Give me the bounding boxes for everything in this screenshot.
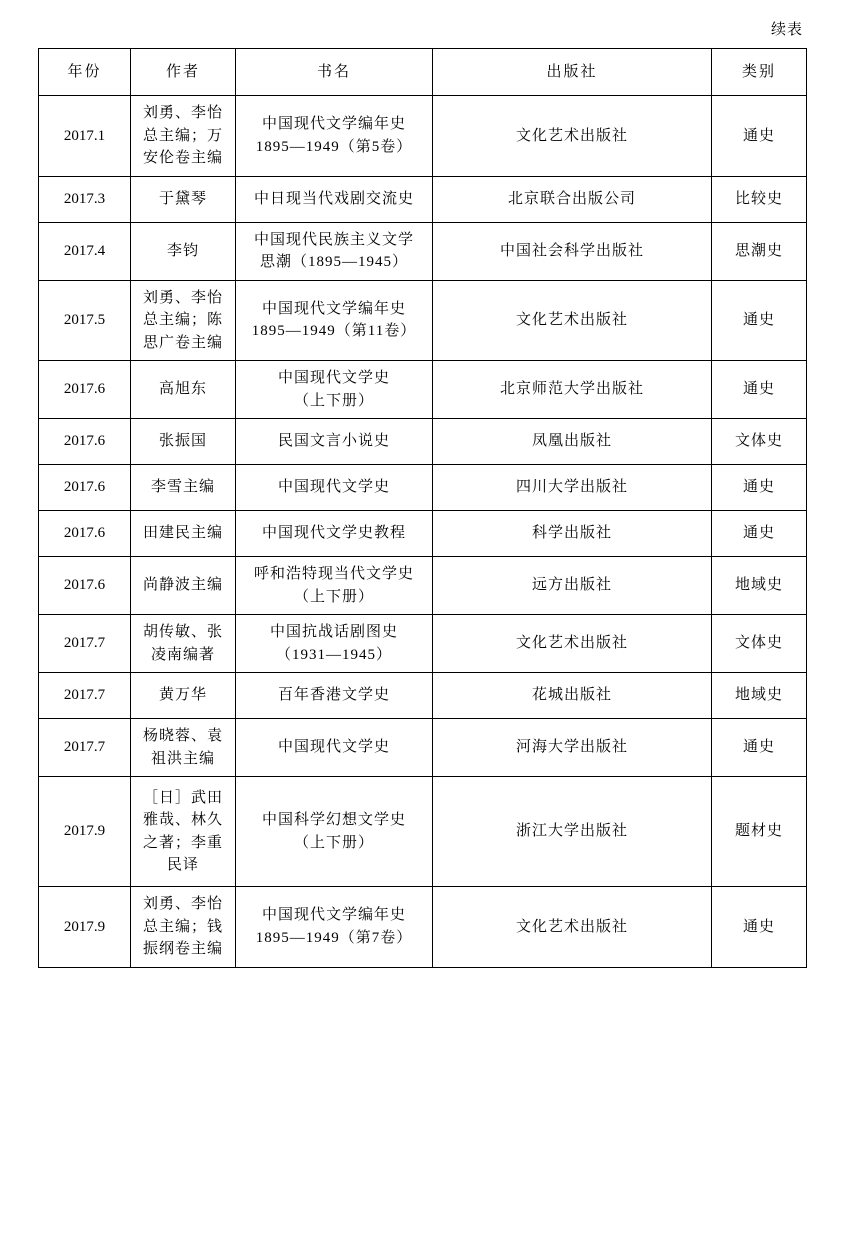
cell-press-line: 科学出版社 <box>531 525 612 542</box>
cell-title <box>236 280 433 361</box>
cell-author-line: 总主编；钱 <box>142 918 223 935</box>
cell-category: 通史 <box>712 887 807 968</box>
cell-title-line: 1895—1949（第11卷） <box>251 323 417 340</box>
cell-press-line: 中国社会科学出版社 <box>499 242 644 259</box>
table-row <box>39 222 807 280</box>
cell-title-line: 呼和浩特现当代文学史 <box>253 566 414 582</box>
cell-press <box>433 222 712 280</box>
table-row <box>39 615 807 673</box>
cell-title-line: 中国现代文学编年史 <box>261 300 406 317</box>
table-row <box>39 419 807 465</box>
cell-year: 2017.9 <box>39 887 131 968</box>
cell-author-line: 杨晓蓉、袁 <box>142 728 223 744</box>
cell-year: 2017.6 <box>39 511 131 557</box>
cell-title-line: 中国抗战话剧图史 <box>269 624 398 640</box>
table-row <box>39 719 807 777</box>
cell-year: 2017.7 <box>39 615 131 673</box>
cell-title-line: 中国现代民族主义文学 <box>253 231 414 248</box>
cell-category: 比较史 <box>712 176 807 222</box>
cell-author <box>131 280 236 361</box>
table-row <box>39 511 807 557</box>
cell-year: 2017.1 <box>39 96 131 177</box>
cell-author-line: 于黛琴 <box>158 190 207 207</box>
column-header-title: 书名 <box>236 49 433 96</box>
cell-title-line: 中国现代文学编年史 <box>261 116 406 133</box>
cell-title-line: 中国科学幻想文学史 <box>261 812 406 828</box>
table-header-row <box>39 49 807 96</box>
cell-title-line: 中国现代文学史 <box>277 370 390 386</box>
cell-press-line: 北京师范大学出版社 <box>499 381 644 398</box>
cell-author-line: 胡传敏、张 <box>142 624 223 640</box>
cell-author <box>131 419 236 465</box>
cell-title <box>236 511 433 557</box>
table-row <box>39 673 807 719</box>
cell-press <box>433 557 712 615</box>
cell-category: 思潮史 <box>712 222 807 280</box>
cell-press-line: 远方出版社 <box>531 577 612 594</box>
cell-year: 2017.9 <box>39 777 131 887</box>
cell-author-line: 民译 <box>166 857 199 873</box>
cell-title <box>236 222 433 280</box>
cell-year: 2017.7 <box>39 673 131 719</box>
cell-title-line: （1931—1945） <box>275 646 392 663</box>
cell-year: 2017.5 <box>39 280 131 361</box>
table-row <box>39 465 807 511</box>
table-row <box>39 887 807 968</box>
cell-author <box>131 673 236 719</box>
cell-author-line: 凌南编著 <box>150 646 215 663</box>
cell-title-line: （上下册） <box>293 392 374 409</box>
cell-year: 2017.6 <box>39 419 131 465</box>
cell-author <box>131 176 236 222</box>
cell-author <box>131 465 236 511</box>
cell-category: 地域史 <box>712 673 807 719</box>
cell-author <box>131 719 236 777</box>
cell-category: 通史 <box>712 719 807 777</box>
cell-press-line: 花城出版社 <box>531 687 612 704</box>
cell-title <box>236 673 433 719</box>
cell-press <box>433 615 712 673</box>
cell-author-line: 振纲卷主编 <box>142 941 223 957</box>
cell-title-line: 中国现代文学史 <box>277 479 390 496</box>
cell-title <box>236 615 433 673</box>
cell-category: 题材史 <box>712 777 807 887</box>
cell-title-line: （上下册） <box>293 588 374 605</box>
cell-author-line: 李钧 <box>166 242 199 259</box>
cell-author-line: 尚静波主编 <box>142 577 223 594</box>
cell-category: 文体史 <box>712 419 807 465</box>
cell-author-line: 黄万华 <box>158 687 207 704</box>
cell-press <box>433 511 712 557</box>
cell-author-line: 总主编；万 <box>142 127 223 144</box>
cell-author-line: 之著；李重 <box>142 834 223 851</box>
cell-press <box>433 280 712 361</box>
cell-author <box>131 96 236 177</box>
cell-author <box>131 615 236 673</box>
cell-author <box>131 222 236 280</box>
cell-title-line: 1895—1949（第7卷） <box>255 929 413 946</box>
cell-author-line: 刘勇、李怡 <box>142 105 223 121</box>
cell-category: 通史 <box>712 465 807 511</box>
cell-author-line: 思广卷主编 <box>142 334 223 351</box>
cell-author <box>131 777 236 887</box>
cell-press-line: 文化艺术出版社 <box>515 127 628 144</box>
cell-press-line: 北京联合出版公司 <box>507 190 636 207</box>
cell-category: 通史 <box>712 96 807 177</box>
cell-category: 地域史 <box>712 557 807 615</box>
cell-author-line: ［日］武田 <box>142 789 223 806</box>
cell-title <box>236 96 433 177</box>
cell-press <box>433 719 712 777</box>
cell-title-line: 中国现代文学史 <box>277 739 390 756</box>
cell-press-line: 四川大学出版社 <box>515 479 628 496</box>
cell-author-line: 刘勇、李怡 <box>142 896 223 912</box>
cell-title <box>236 176 433 222</box>
table-row <box>39 176 807 222</box>
column-header-author: 作者 <box>131 49 236 96</box>
cell-title <box>236 361 433 419</box>
column-header-category: 类别 <box>712 49 807 96</box>
cell-title-line: 思潮（1895—1945） <box>259 254 408 270</box>
cell-title-line: （上下册） <box>293 834 374 851</box>
cell-press <box>433 465 712 511</box>
column-header-year: 年份 <box>39 49 131 96</box>
cell-year: 2017.3 <box>39 176 131 222</box>
cell-author-line: 雅哉、林久 <box>142 812 223 828</box>
cell-category: 通史 <box>712 511 807 557</box>
cell-category: 通史 <box>712 280 807 361</box>
cell-press <box>433 777 712 887</box>
cell-category: 文体史 <box>712 615 807 673</box>
table-row <box>39 557 807 615</box>
cell-author <box>131 361 236 419</box>
cell-press <box>433 96 712 177</box>
cell-press-line: 文化艺术出版社 <box>515 918 628 935</box>
cell-author-line: 祖洪主编 <box>150 750 215 767</box>
cell-title-line: 百年香港文学史 <box>277 687 390 704</box>
continued-table-label: 续表 <box>770 22 803 38</box>
cell-year: 2017.6 <box>39 361 131 419</box>
cell-press-line: 浙江大学出版社 <box>515 823 628 840</box>
cell-press <box>433 887 712 968</box>
cell-author-line: 高旭东 <box>158 381 207 398</box>
cell-title-line: 1895—1949（第5卷） <box>255 138 413 155</box>
column-header-press: 出版社 <box>433 49 712 96</box>
cell-author-line: 张振国 <box>158 433 207 450</box>
cell-title <box>236 887 433 968</box>
cell-title-line: 民国文言小说史 <box>277 433 390 450</box>
cell-press <box>433 361 712 419</box>
cell-author-line: 刘勇、李怡 <box>142 289 223 306</box>
cell-press <box>433 176 712 222</box>
cell-title <box>236 419 433 465</box>
cell-title <box>236 777 433 887</box>
cell-year: 2017.6 <box>39 465 131 511</box>
literature-history-table <box>38 48 807 968</box>
cell-author <box>131 557 236 615</box>
table-row <box>39 96 807 177</box>
cell-year: 2017.6 <box>39 557 131 615</box>
cell-title <box>236 557 433 615</box>
cell-author-line: 田建民主编 <box>142 525 223 542</box>
cell-press-line: 文化艺术出版社 <box>515 312 628 328</box>
cell-author <box>131 511 236 557</box>
cell-author-line: 总主编；陈 <box>142 312 223 328</box>
cell-category: 通史 <box>712 361 807 419</box>
table-row <box>39 361 807 419</box>
cell-title <box>236 465 433 511</box>
cell-year: 2017.7 <box>39 719 131 777</box>
table-row <box>39 777 807 887</box>
cell-year: 2017.4 <box>39 222 131 280</box>
cell-author-line: 李雪主编 <box>150 479 215 496</box>
cell-title-line: 中日现当代戏剧交流史 <box>253 190 414 207</box>
cell-press <box>433 673 712 719</box>
cell-author <box>131 887 236 968</box>
cell-press-line: 河海大学出版社 <box>515 739 628 756</box>
cell-title <box>236 719 433 777</box>
table-row <box>39 280 807 361</box>
cell-press-line: 凤凰出版社 <box>531 433 612 450</box>
cell-author-line: 安伦卷主编 <box>142 150 223 166</box>
cell-title-line: 中国现代文学史教程 <box>261 525 406 542</box>
cell-press-line: 文化艺术出版社 <box>515 635 628 652</box>
cell-title-line: 中国现代文学编年史 <box>261 907 406 924</box>
cell-press <box>433 419 712 465</box>
